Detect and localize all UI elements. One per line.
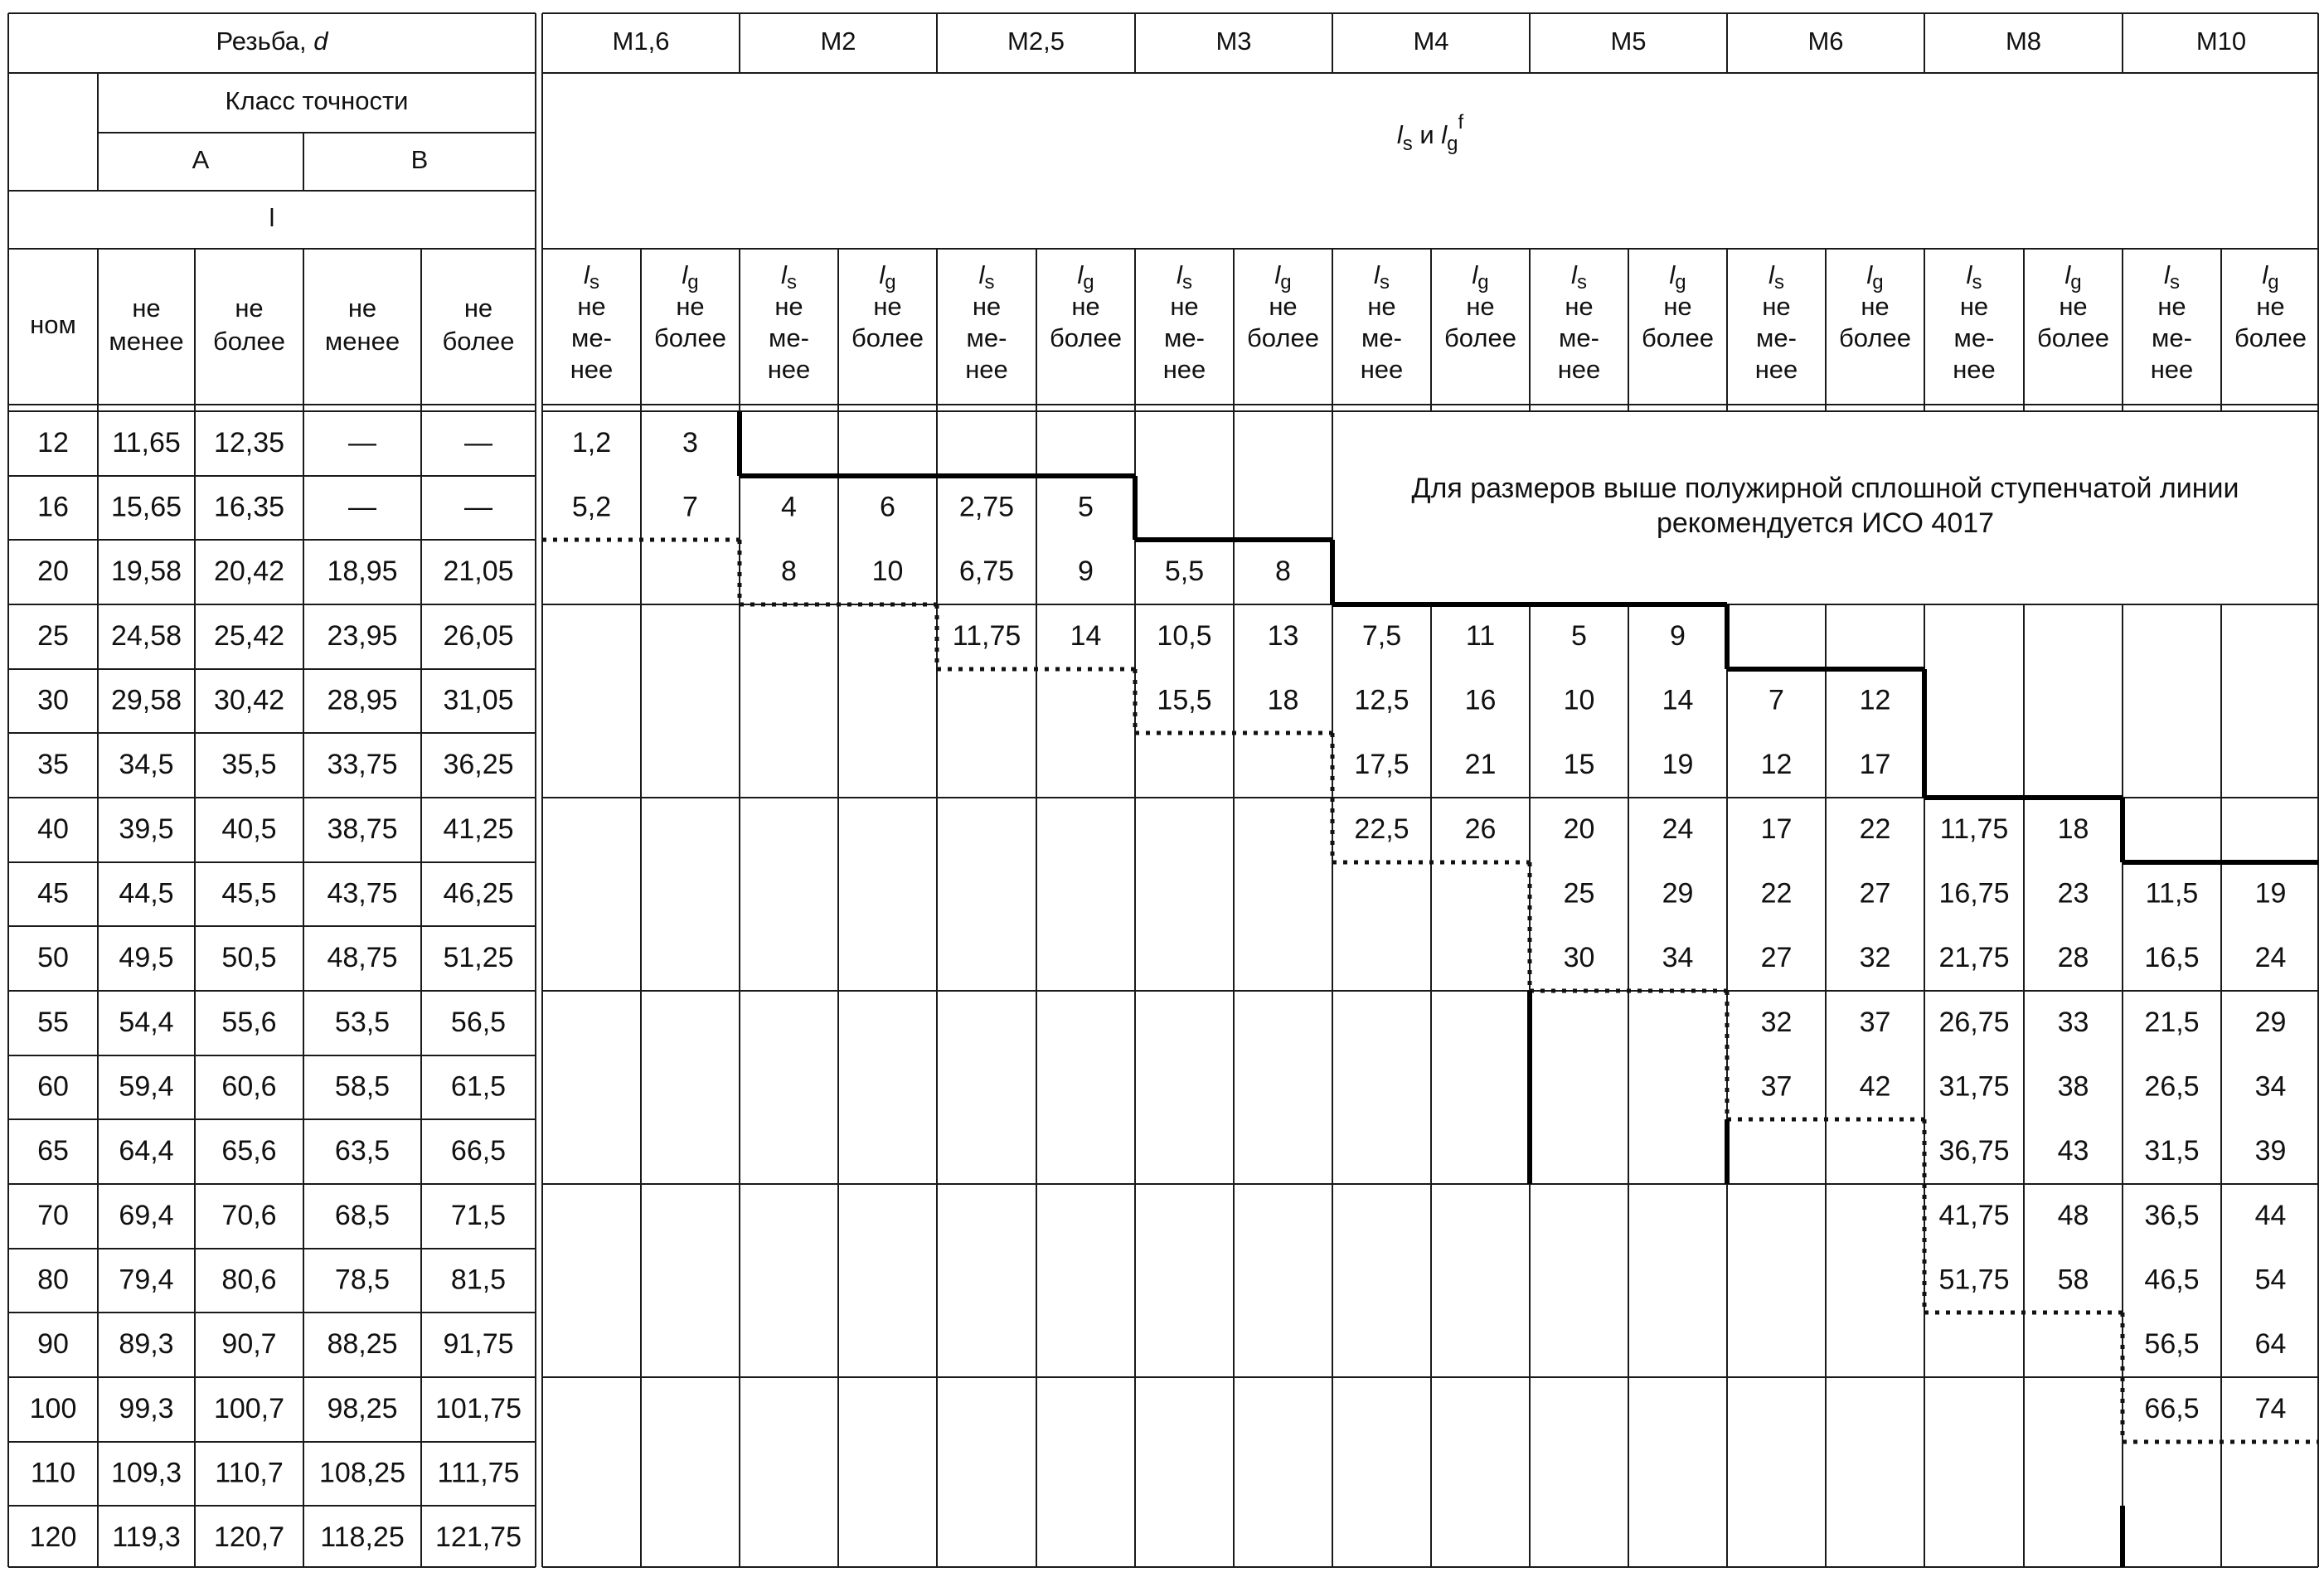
ls-value-cell: 17,5 (1354, 748, 1409, 780)
lg-value-cell: 29 (2254, 1006, 2287, 1038)
lg-value-cell: 24 (2254, 941, 2287, 973)
ls-value-cell: 25 (1563, 877, 1595, 910)
ls-value-cell: 6,75 (958, 555, 1015, 587)
class-b-min-cell: 43,75 (327, 877, 398, 910)
class-a-min-cell: 119,3 (112, 1521, 181, 1553)
ls-min-label: нее (767, 355, 811, 385)
lg-value-cell: 9 (1078, 555, 1094, 587)
ls-symbol: $l_s$ (781, 260, 797, 294)
class-b-min-cell: 68,5 (334, 1199, 391, 1231)
nom-length-cell: 110 (30, 1457, 76, 1489)
ls-value-cell: 12,5 (1354, 684, 1409, 716)
lg-value-cell: 34 (2254, 1070, 2287, 1103)
ls-min-label: не (774, 292, 803, 322)
thread-size-0: M1,6 (612, 27, 670, 56)
class-b-max-cell: 81,5 (450, 1264, 507, 1296)
a-max-header: более (213, 327, 285, 357)
ls-value-cell: 5,5 (1164, 555, 1205, 587)
class-a-min-cell: 19,58 (110, 555, 182, 587)
lg-value-cell: 16 (1464, 684, 1497, 716)
ls-min-label: ме- (1164, 323, 1205, 353)
ls-min-label: нее (2150, 355, 2194, 385)
class-b-min-cell: 88,25 (327, 1327, 398, 1360)
lg-max-label: более (1642, 323, 1714, 353)
class-b-max-cell: 91,75 (443, 1327, 514, 1360)
ls-value-cell: 36,5 (2144, 1199, 2200, 1231)
class-b-max-cell: — (464, 426, 492, 459)
lg-value-cell: 74 (2254, 1392, 2287, 1424)
class-b-min-cell: 118,25 (320, 1521, 405, 1553)
lg-value-cell: 42 (1859, 1070, 1891, 1103)
class-a-max-cell: 70,6 (221, 1199, 277, 1231)
lg-max-label: более (1444, 323, 1516, 353)
ls-value-cell: 20 (1563, 813, 1595, 845)
a-min-header: менее (109, 327, 184, 357)
lg-value-cell: 17 (1859, 748, 1891, 780)
nom-length-cell: 120 (29, 1521, 77, 1553)
lg-max-label: не (1269, 292, 1298, 322)
class-b-min-cell: 18,95 (327, 555, 398, 587)
class-a-max-cell: 12,35 (213, 426, 285, 459)
lg-value-cell: 23 (2057, 877, 2089, 910)
class-a-min-cell: 49,5 (119, 941, 174, 973)
ls-min-label: не (577, 292, 606, 322)
nom-length-cell: 16 (37, 491, 69, 523)
ls-min-label: не (1565, 292, 1594, 322)
nom-length-cell: 12 (37, 426, 69, 459)
ls-min-label: ме- (1756, 323, 1797, 353)
ls-symbol: $l_s$ (978, 260, 995, 294)
lg-value-cell: 21 (1464, 748, 1497, 780)
ls-min-label: нее (570, 355, 614, 385)
ls-value-cell: 15 (1563, 748, 1595, 780)
class-b-max-cell: 41,25 (443, 813, 514, 845)
lg-value-cell: 37 (1859, 1006, 1891, 1038)
ls-value-cell: 11,5 (2145, 877, 2199, 910)
ls-min-label: ме- (769, 323, 809, 353)
lg-value-cell: 14 (1070, 619, 1102, 652)
class-b-min-cell: 98,25 (327, 1392, 398, 1424)
class-a-max-cell: 25,42 (213, 619, 285, 652)
ls-min-label: не (1170, 292, 1199, 322)
ls-min-label: не (1959, 292, 1989, 322)
thread-header: Резьба, d (216, 27, 328, 56)
ls-value-cell: 26,5 (2144, 1070, 2200, 1103)
lg-value-cell: 19 (1662, 748, 1694, 780)
class-b-max-cell: 61,5 (450, 1070, 507, 1103)
class-a-min-cell: 109,3 (110, 1457, 182, 1489)
lg-value-cell: 39 (2254, 1134, 2287, 1167)
class-b-min-cell: 58,5 (334, 1070, 391, 1103)
lg-value-cell: 64 (2254, 1327, 2287, 1360)
class-a-min-cell: 64,4 (119, 1134, 174, 1167)
lg-value-cell: 22 (1859, 813, 1891, 845)
ls-min-label: нее (1162, 355, 1206, 385)
ls-value-cell: 41,75 (1938, 1199, 2010, 1231)
thread-size-6: M6 (1807, 27, 1844, 56)
a-min-header: не (132, 294, 161, 323)
ls-value-cell: 37 (1760, 1070, 1793, 1103)
ls-value-cell: 16,75 (1938, 877, 2010, 910)
thread-size-3: M3 (1215, 27, 1252, 56)
class-a-min-cell: 54,4 (119, 1006, 174, 1038)
lg-value-cell: 14 (1662, 684, 1694, 716)
lg-value-cell: 19 (2254, 877, 2287, 910)
ls-min-label: не (972, 292, 1002, 322)
ls-value-cell: 17 (1760, 813, 1793, 845)
thread-size-2: M2,5 (1007, 27, 1065, 56)
lg-value-cell: 28 (2057, 941, 2089, 973)
lg-value-cell: 29 (1662, 877, 1694, 910)
ls-value-cell: 5,2 (571, 491, 612, 523)
b-max-header: не (463, 294, 493, 323)
class-a-max-cell: 35,5 (221, 748, 277, 780)
ls-min-label: нее (1754, 355, 1798, 385)
nom-length-cell: 100 (29, 1392, 77, 1424)
class-b-min-cell: 48,75 (327, 941, 398, 973)
ls-symbol: $l_s$ (1966, 260, 1982, 294)
lg-max-label: более (1247, 323, 1319, 353)
class-a-max-cell: 100,7 (213, 1392, 285, 1424)
ls-lg-header: $l_s$ и $l_g^f$ (1396, 111, 1464, 156)
lg-symbol: $l_g$ (1669, 260, 1686, 294)
class-b-max-cell: 121,75 (435, 1521, 522, 1553)
ls-symbol: $l_s$ (1374, 260, 1390, 294)
ls-value-cell: 7,5 (1361, 619, 1402, 652)
accuracy-class-header: Класс точности (225, 86, 409, 116)
lg-value-cell: 3 (682, 426, 698, 459)
lg-value-cell: 27 (1859, 877, 1891, 910)
thread-size-8: M10 (2195, 27, 2247, 56)
ls-min-label: нее (1953, 355, 1996, 385)
ls-value-cell: 11,75 (952, 619, 1021, 652)
class-b-min-cell: 23,95 (327, 619, 398, 652)
ls-value-cell: 22 (1760, 877, 1793, 910)
lg-value-cell: 10 (871, 555, 904, 587)
lg-max-label: не (1466, 292, 1495, 322)
class-b-max-cell: — (464, 491, 492, 523)
lg-max-label: более (2037, 323, 2109, 353)
nom-length-cell: 20 (37, 555, 69, 587)
ls-min-label: ме- (1953, 323, 1995, 353)
ls-value-cell: 12 (1760, 748, 1793, 780)
ls-value-cell: 51,75 (1938, 1264, 2010, 1296)
class-a-min-cell: 79,4 (119, 1264, 174, 1296)
class-b-max-cell: 46,25 (443, 877, 514, 910)
thread-size-1: M2 (820, 27, 856, 56)
nom-length-cell: 35 (37, 748, 69, 780)
class-b-min-cell: 63,5 (334, 1134, 391, 1167)
ls-value-cell: 10 (1563, 684, 1595, 716)
class-b-min-cell: — (348, 426, 376, 459)
ls-min-label: ме- (966, 323, 1007, 353)
thread-size-5: M5 (1610, 27, 1647, 56)
lg-value-cell: 24 (1662, 813, 1694, 845)
ls-value-cell: 21,5 (2144, 1006, 2200, 1038)
class-b-min-cell: 108,25 (319, 1457, 405, 1489)
ls-value-cell: 46,5 (2144, 1264, 2200, 1296)
ls-value-cell: 26,75 (1938, 1006, 2010, 1038)
class-b-max-cell: 31,05 (443, 684, 514, 716)
lg-value-cell: 18 (1267, 684, 1299, 716)
lg-symbol: $l_g$ (879, 260, 896, 294)
ls-value-cell: 5 (1571, 619, 1587, 652)
lg-max-label: не (676, 292, 705, 322)
ls-value-cell: 31,75 (1938, 1070, 2010, 1103)
lg-value-cell: 33 (2057, 1006, 2089, 1038)
ls-symbol: $l_s$ (584, 260, 599, 294)
lg-max-label: более (851, 323, 924, 353)
class-a-min-cell: 15,65 (110, 491, 182, 523)
lg-symbol: $l_g$ (2262, 260, 2279, 294)
nom-length-cell: 70 (37, 1199, 69, 1231)
class-b-min-cell: 78,5 (334, 1264, 391, 1296)
nom-length-cell: 90 (37, 1327, 69, 1360)
class-a-max-cell: 20,42 (213, 555, 285, 587)
ls-value-cell: 27 (1760, 941, 1793, 973)
class-b-max-cell: 51,25 (443, 941, 514, 973)
class-a-max-cell: 40,5 (221, 813, 277, 845)
ls-value-cell: 22,5 (1354, 813, 1409, 845)
lg-value-cell: 38 (2057, 1070, 2089, 1103)
nom-length-cell: 55 (37, 1006, 69, 1038)
ls-min-label: ме- (1559, 323, 1599, 353)
thread-size-4: M4 (1413, 27, 1449, 56)
nom-length-cell: 80 (37, 1264, 69, 1296)
lg-max-label: не (2256, 292, 2285, 322)
ls-value-cell: 15,5 (1157, 684, 1212, 716)
ls-value-cell: 2,75 (958, 491, 1015, 523)
lg-max-label: не (1861, 292, 1890, 322)
lg-value-cell: 26 (1464, 813, 1497, 845)
lg-value-cell: 58 (2057, 1264, 2089, 1296)
lg-value-cell: 7 (682, 491, 698, 523)
class-a-max-cell: 50,5 (221, 941, 277, 973)
class-b-min-cell: 33,75 (327, 748, 398, 780)
class-a-max-cell: 55,6 (221, 1006, 277, 1038)
ls-value-cell: 7 (1768, 684, 1784, 716)
b-min-header: менее (324, 327, 400, 357)
class-a-max-cell: 60,6 (221, 1070, 277, 1103)
ls-value-cell: 66,5 (2144, 1392, 2200, 1424)
iso4017-note: рекомендуется ИСО 4017 (1656, 507, 1995, 539)
ls-value-cell: 30 (1563, 941, 1595, 973)
ls-min-label: ме- (2152, 323, 2192, 353)
lg-symbol: $l_g$ (1866, 260, 1884, 294)
class-b-max-cell: 66,5 (450, 1134, 507, 1167)
class-b-max-cell: 101,75 (435, 1392, 522, 1424)
class-a-min-cell: 39,5 (119, 813, 174, 845)
lg-value-cell: 8 (1275, 555, 1291, 587)
nom-length-cell: 30 (37, 684, 69, 716)
lg-value-cell: 54 (2254, 1264, 2287, 1296)
class-b-header: B (410, 145, 429, 175)
nom-length-cell: 65 (37, 1134, 69, 1167)
ls-value-cell: 4 (781, 491, 797, 523)
lg-value-cell: 44 (2254, 1199, 2287, 1231)
ls-value-cell: 10,5 (1157, 619, 1212, 652)
lg-symbol: $l_g$ (2064, 260, 2082, 294)
ls-symbol: $l_s$ (2164, 260, 2180, 294)
ls-min-label: нее (965, 355, 1008, 385)
ls-value-cell: 56,5 (2144, 1327, 2200, 1360)
nom-length-cell: 25 (37, 619, 69, 652)
lg-max-label: более (1050, 323, 1122, 353)
class-a-max-cell: 110,7 (215, 1457, 284, 1489)
ls-symbol: $l_s$ (1571, 260, 1587, 294)
ls-value-cell: 31,5 (2144, 1134, 2200, 1167)
b-max-header: более (442, 327, 515, 357)
ls-min-label: не (1762, 292, 1791, 322)
class-b-max-cell: 36,25 (443, 748, 514, 780)
lg-value-cell: 32 (1859, 941, 1891, 973)
lg-value-cell: 48 (2057, 1199, 2089, 1231)
nom-length-cell: 45 (37, 877, 69, 910)
lg-symbol: $l_g$ (1274, 260, 1292, 294)
class-a-min-cell: 44,5 (119, 877, 174, 910)
class-b-min-cell: 53,5 (334, 1006, 391, 1038)
ls-min-label: не (1367, 292, 1396, 322)
class-a-max-cell: 65,6 (221, 1134, 277, 1167)
nom-length-cell: 50 (37, 941, 69, 973)
ls-min-label: нее (1557, 355, 1601, 385)
class-b-max-cell: 21,05 (443, 555, 514, 587)
lg-value-cell: 9 (1670, 619, 1686, 652)
class-b-min-cell: 28,95 (327, 684, 398, 716)
class-b-max-cell: 56,5 (450, 1006, 507, 1038)
class-a-max-cell: 120,7 (213, 1521, 285, 1553)
lg-symbol: $l_g$ (1472, 260, 1489, 294)
lg-value-cell: 12 (1859, 684, 1891, 716)
nom-length-cell: 40 (37, 813, 69, 845)
class-a-max-cell: 16,35 (213, 491, 285, 523)
ls-value-cell: 32 (1760, 1006, 1793, 1038)
ls-min-label: ме- (1361, 323, 1402, 353)
ls-min-label: ме- (571, 323, 612, 353)
a-max-header: не (235, 294, 264, 323)
nom-header: ном (30, 310, 76, 340)
ls-value-cell: 16,5 (2144, 941, 2200, 973)
ls-value-cell: 1,2 (571, 426, 612, 459)
lg-value-cell: 11 (1465, 619, 1496, 652)
class-a-min-cell: 11,65 (112, 426, 181, 459)
class-a-header: A (192, 145, 210, 175)
ls-min-label: нее (1360, 355, 1404, 385)
ls-value-cell: 36,75 (1938, 1134, 2010, 1167)
lg-value-cell: 43 (2057, 1134, 2089, 1167)
class-a-min-cell: 89,3 (119, 1327, 174, 1360)
ls-min-label: не (2157, 292, 2186, 322)
class-b-min-cell: — (348, 491, 376, 523)
ls-symbol: $l_s$ (1177, 260, 1192, 294)
ls-value-cell: 8 (781, 555, 797, 587)
length-header: l (269, 203, 275, 233)
lg-max-label: не (873, 292, 902, 322)
lg-symbol: $l_g$ (1077, 260, 1094, 294)
class-b-max-cell: 111,75 (437, 1457, 520, 1489)
class-a-min-cell: 99,3 (119, 1392, 174, 1424)
ls-value-cell: 11,75 (1939, 813, 2009, 845)
ls-value-cell: 21,75 (1938, 941, 2010, 973)
class-a-max-cell: 90,7 (221, 1327, 277, 1360)
class-b-max-cell: 71,5 (450, 1199, 507, 1231)
class-a-max-cell: 45,5 (221, 877, 277, 910)
lg-value-cell: 6 (880, 491, 895, 523)
class-b-max-cell: 26,05 (443, 619, 514, 652)
lg-value-cell: 34 (1662, 941, 1694, 973)
lg-max-label: более (654, 323, 726, 353)
class-a-min-cell: 34,5 (119, 748, 174, 780)
class-b-min-cell: 38,75 (327, 813, 398, 845)
lg-max-label: более (2234, 323, 2307, 353)
class-a-max-cell: 80,6 (221, 1264, 277, 1296)
lg-symbol: $l_g$ (682, 260, 699, 294)
thread-size-7: M8 (2005, 27, 2042, 56)
iso4017-note: Для размеров выше полужирной сплошной ступенчатой линии (1411, 472, 2239, 504)
lg-max-label: не (1071, 292, 1100, 322)
lg-max-label: не (1663, 292, 1692, 322)
lg-value-cell: 13 (1267, 619, 1299, 652)
lg-max-label: более (1839, 323, 1911, 353)
ls-symbol: $l_s$ (1768, 260, 1784, 294)
b-min-header: не (347, 294, 377, 323)
lg-value-cell: 18 (2057, 813, 2089, 845)
lg-value-cell: 5 (1078, 491, 1094, 523)
class-a-min-cell: 29,58 (110, 684, 182, 716)
nom-length-cell: 60 (37, 1070, 69, 1103)
class-a-max-cell: 30,42 (213, 684, 285, 716)
class-a-min-cell: 69,4 (119, 1199, 174, 1231)
class-a-min-cell: 59,4 (119, 1070, 174, 1103)
class-a-min-cell: 24,58 (110, 619, 182, 652)
lg-max-label: не (2059, 292, 2088, 322)
